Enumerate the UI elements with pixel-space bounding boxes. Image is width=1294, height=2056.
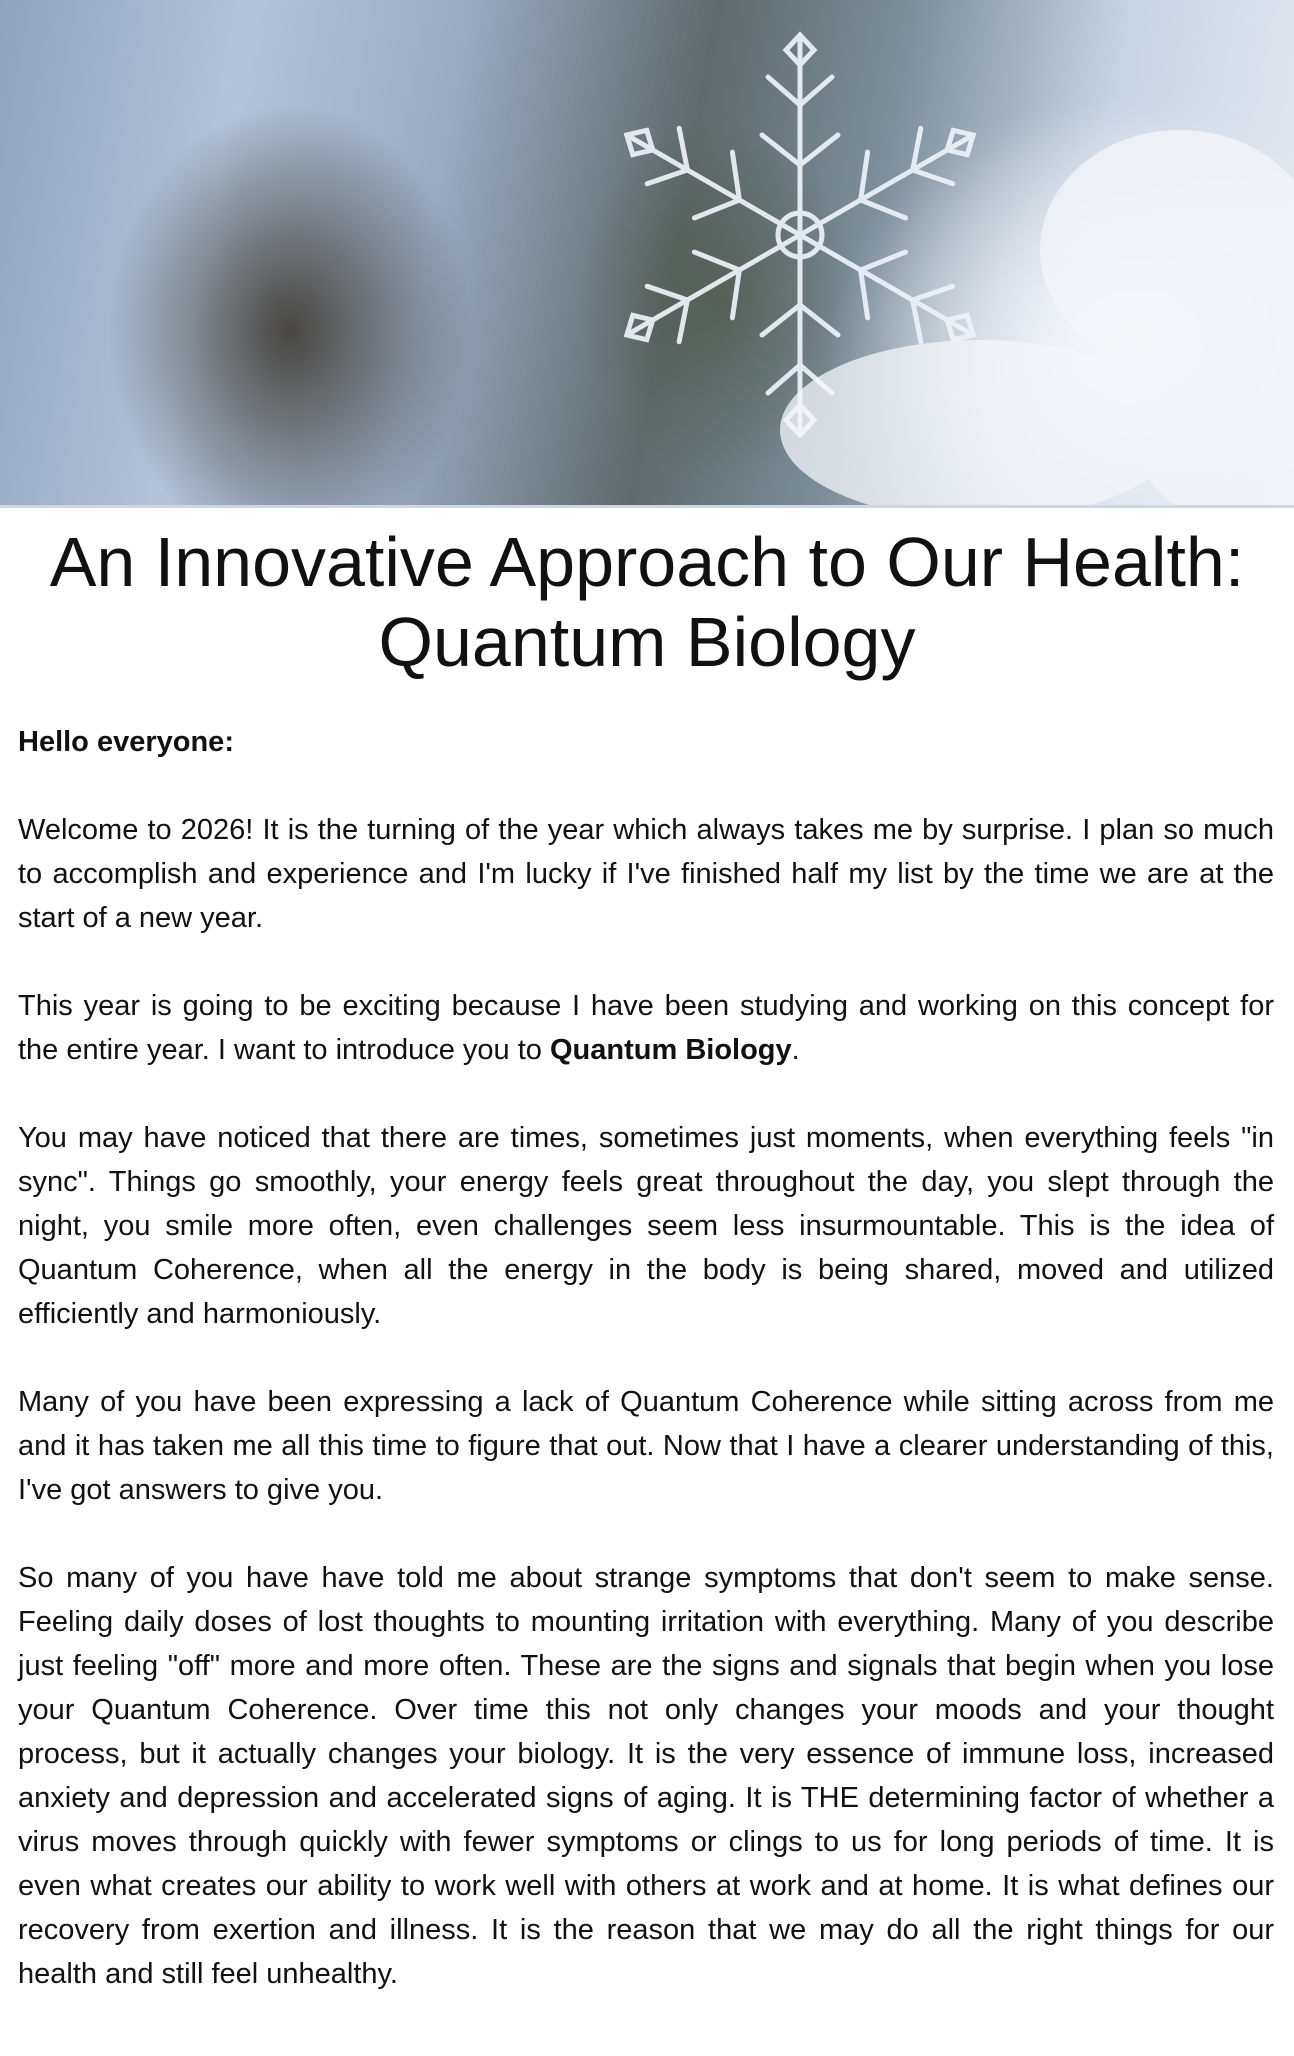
hero-divider — [0, 505, 1294, 508]
quantum-biology-highlight: Quantum Biology — [549, 1034, 792, 1066]
title-line-2: Quantum Biology — [378, 603, 916, 681]
paragraph-lack-of-coherence: Many of you have been expressing a lack of Quantum Coherence while sitting across from me and it has taken me all this time to figure that out. Now that I have a clearer understanding of this, I've got answers to give you. — [18, 1386, 1274, 1506]
paragraph-introduction — [18, 984, 1274, 1072]
paragraph-welcome: Welcome to 2026! It is the turning of the year which always takes me by surprise. I plan so much to accomplish and experience and I'm lucky if I've finished half my list by the time we are at the start of a new year. — [18, 814, 1274, 934]
intro-text: This year is going to be exciting because I have been studying and working on this concept for the entire year. I want to introduce you to — [18, 990, 1274, 1066]
article-body — [18, 720, 1274, 1996]
paragraph-coherence: You may have noticed that there are times, sometimes just moments, when everything feels "in sync". Things go smoothly, your energy feels great throughout the day, you slept through the night, you smile more often, even challenges seem less insurmountable. This is the idea of Quantum Coherence, when all the energy in the body is being shared, moved and utilized efficiently and harmoniously. — [18, 1122, 1274, 1330]
page-title — [20, 522, 1274, 682]
title-line-1: An Innovative Approach to Our Health: — [49, 523, 1245, 601]
greeting: Hello everyone: — [18, 726, 234, 758]
snowflake-icon — [0, 0, 1294, 508]
paragraph-symptoms: So many of you have have told me about strange symptoms that don't seem to make sense. Feeling daily doses of lost thoughts to mounting irritation with everything. Many of you describe just feeling "off" more and more often. These are the signs and signals that begin when you lose your Quantum Coherence. Over time this not only changes your moods and your thought process, but it actually changes your biology. It is the very essence of immune loss, increased anxiety and depression and accelerated signs of aging. It is THE determining factor of whether a virus moves through quickly with fewer symptoms or clings to us for long periods of time. It is even what creates our ability to work well with others at work and at home. It is what defines our recovery from exertion and illness. It is the reason that we may do all the right things for our health and still feel unhealthy. — [18, 1562, 1274, 1990]
hero-snowflake-image — [0, 0, 1294, 508]
intro-period: . — [791, 1034, 800, 1066]
